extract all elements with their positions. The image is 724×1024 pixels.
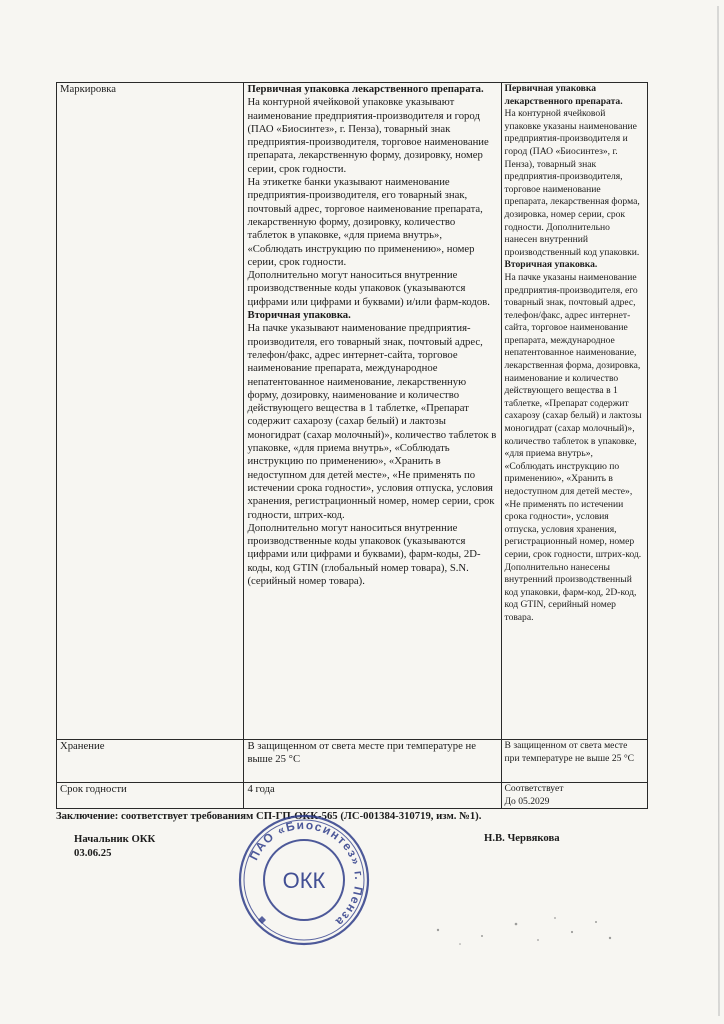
stamp-ring-text: ПАО «Биосинтез» г. Пенза: [246, 817, 367, 930]
actual-paragraph: Вторичная упаковка.: [504, 259, 598, 271]
signer-name: Н.В. Червякова: [484, 832, 560, 844]
stamp-center-text: ОКК: [282, 868, 326, 893]
signature-date: 03.06.25: [74, 847, 112, 859]
marking-label: Маркировка: [57, 83, 244, 740]
scan-edge-mark: [714, 6, 722, 1016]
requirement-paragraph: Дополнительно могут наноситься внутренние производственные коды упаковок (указываются цифрами или цифрами и буквами), фарм-коды, 2D-коды, код GTIN (глобальный номер товара), S.N. (серийный номер товара).: [247, 521, 481, 587]
storage-row: [57, 740, 648, 783]
requirement-paragraph: Первичная упаковка лекарственного препарата.: [247, 83, 484, 95]
marking-requirements: [244, 83, 501, 740]
okk-stamp-icon: [236, 812, 372, 948]
shelf-life-date: До 05.2029: [504, 795, 550, 807]
requirement-paragraph: На контурной ячейковой упаковке указывают наименование предприятия-производителя и город (ПАО «Биосинтез», г. Пенза), товарный знак предприятия-производителя, торговое наименование препарата, лекарственную форму, дозировку, номер серии, срок годности.: [247, 96, 489, 175]
storage-label: Хранение: [57, 740, 244, 783]
requirement-paragraph: На этикетке банки указывают наименование предприятия-производителя, его товарный знак, почтовый адрес, торговое наименование препарата, лекарственную форму, дозировку, количество таблеток в упаковке, «для приема внутрь», «Соблюдать инструкцию по применению», номер серии, срок годности.: [247, 176, 483, 268]
requirement-paragraph: Вторичная упаковка.: [247, 309, 351, 322]
signature-block: [74, 832, 155, 860]
shelf-life-label: Срок годности: [57, 783, 244, 809]
marking-row: [57, 83, 648, 740]
signer-title: Начальник ОКК: [74, 833, 156, 845]
requirement-paragraph: На пачке указывают наименование предприятия-производителя, его товарный знак, почтовый адрес, телефон/факс, адрес интернет-сайта, торговое наименование препарата, международное непатентованное наименование, лекарственную форму, дозировку, наименование и количество действующего вещества в 1 таблетке, «Препарат содержит сахарозу (сахар белый) и лактозы моногидрат (сахар молочный)», количество таблеток в упаковке, «для приема внутрь», «Соблюдать инструкцию по применению», «Хранить в недоступном для детей месте», «Не применять по истечении срока годности», условия отпуска, условия хранения, регистрационный номер, номер серии, срок годности, штрих-код.: [247, 322, 497, 521]
shelf-life-requirement: 4 года: [244, 783, 501, 809]
shelf-life-actual: [501, 783, 647, 809]
shelf-life-row: [57, 783, 648, 809]
shelf-life-status: Соответствует: [504, 783, 564, 794]
storage-actual: В защищенном от света месте при температуре не выше 25 °С: [501, 740, 647, 783]
storage-requirement: В защищенном от света месте при температуре не выше 25 °С: [244, 740, 501, 783]
actual-paragraph: На пачке указаны наименование предприятия-производителя, его товарный знак, почтовый адрес, телефон/факс, адрес интернет-сайта, торговое наименование препарата, международное непатентованное наименование, лекарственная форма, дозировка, наименование и количество действующего вещества в 1 таблетке, «Препарат содержит сахарозу (сахар белый) и лактозы моногидрат (сахар молочный)», количество таблеток в упаковке, «для приема внутрь», «Соблюдать инструкцию по применению», «Хранить в недоступном для детей месте», «Не применять по истечении срока годности», условия отпуска, условия хранения, регистрационный номер, номер серии, срок годности, штрих-код. Дополнительно нанесены внутренний производственный код упаковки, фарм-код, 2D-код, код GTIN, серийный номер товара.: [504, 271, 642, 623]
actual-paragraph: Первичная упаковка лекарственного препарата.: [504, 83, 623, 107]
requirement-paragraph: Дополнительно могут наноситься внутренние производственные коды упаковок (указываются цифрами или цифрами и буквами) и/или фарм-кодов.: [247, 269, 490, 308]
actual-paragraph: На контурной ячейковой упаковке указаны наименование предприятия-производителя и город (ПАО «Биосинтез», г. Пенза), товарный знак предприятия-производителя, торговое наименование препарата, лекарственная форма, дозировка, номер серии, срок годности. Дополнительно нанесен внутренний производственный код упаковки.: [504, 108, 640, 258]
marking-actual: [501, 83, 647, 740]
spec-table: [56, 82, 648, 809]
conclusion: Заключение: соответствует требованиям СП-ГП-ОКК-565 (ЛС-001384-310719, изм. №1).: [56, 810, 482, 822]
scan-specks: [420, 910, 630, 970]
